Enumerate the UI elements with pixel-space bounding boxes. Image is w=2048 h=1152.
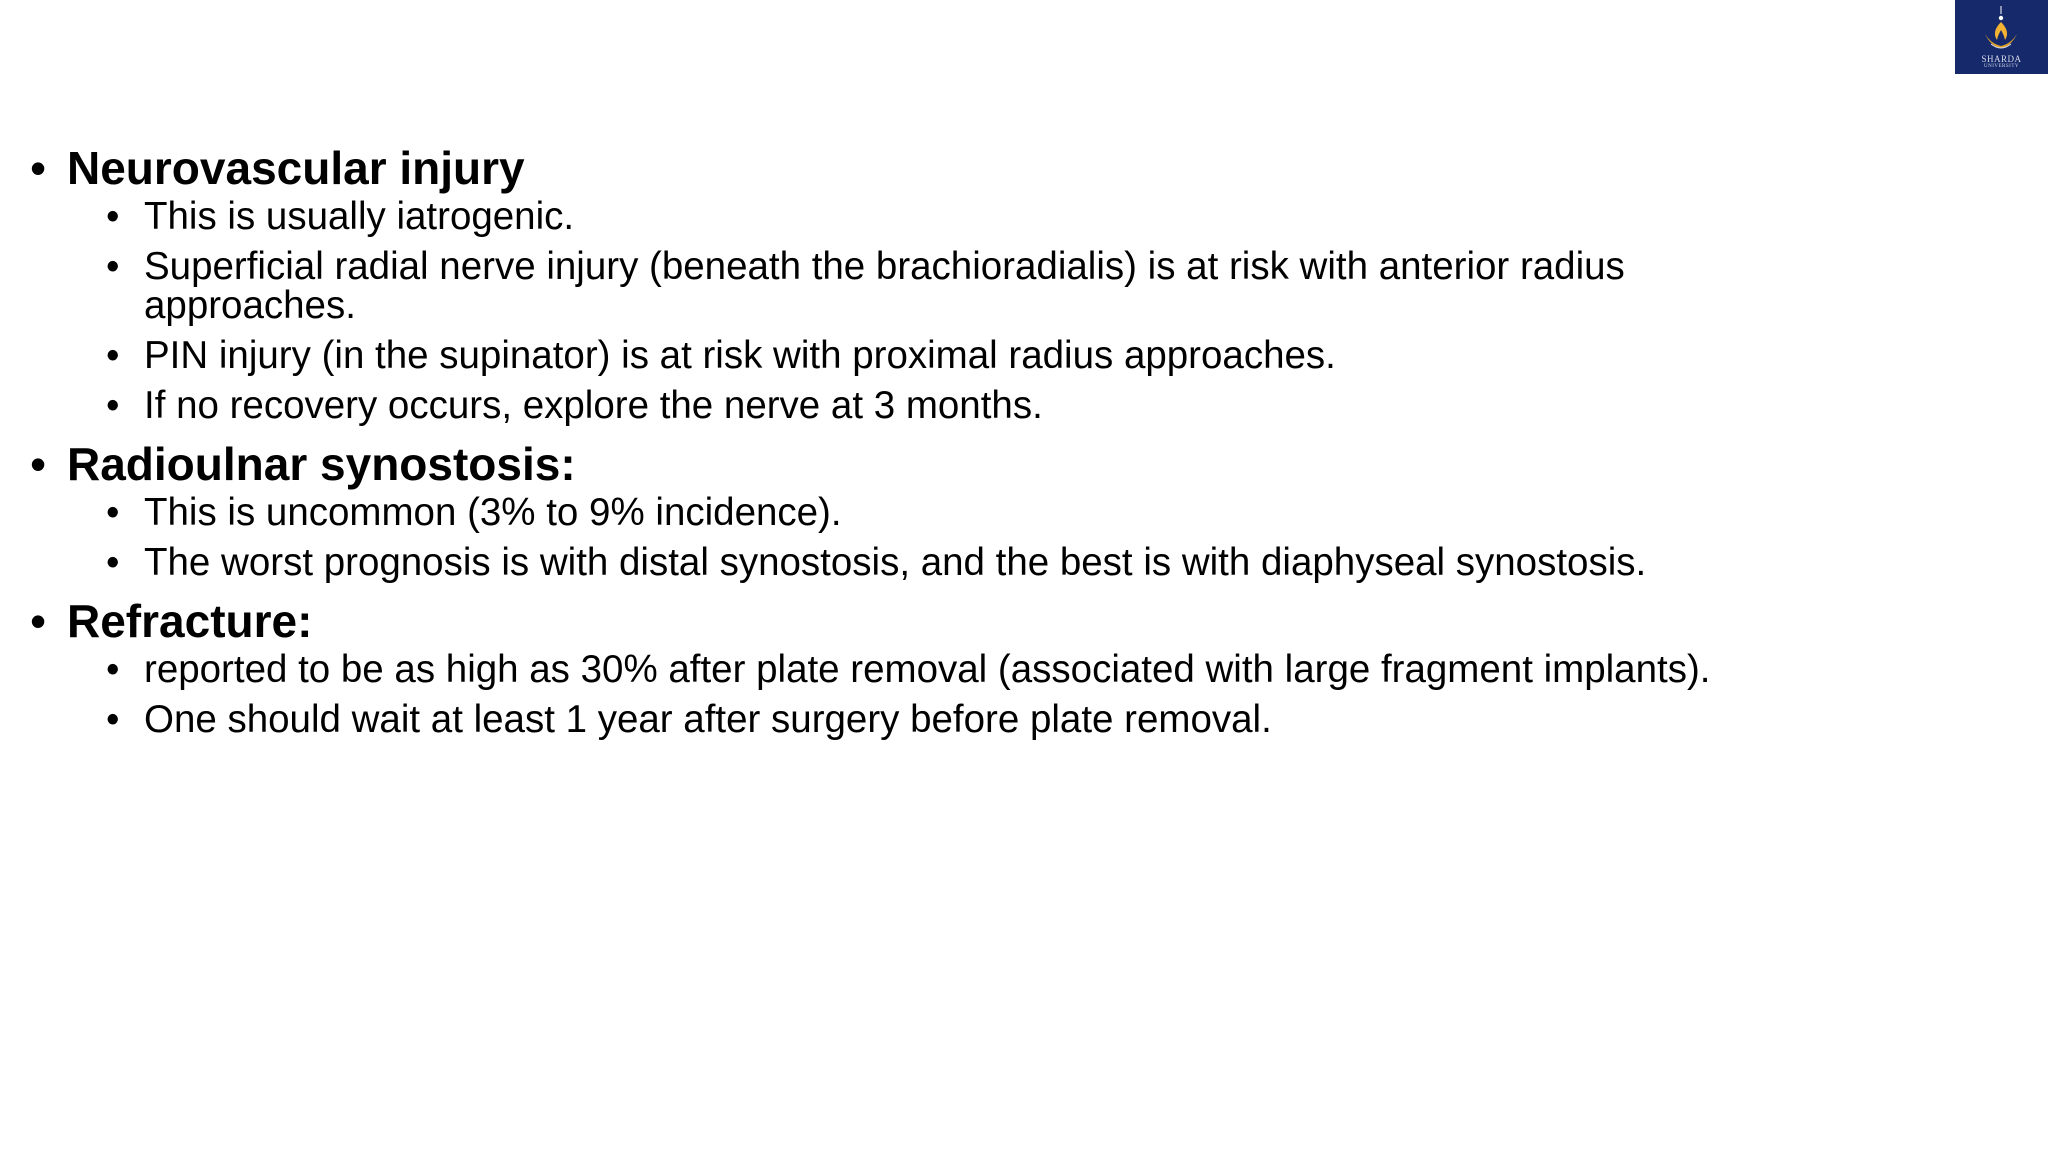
section-heading: Neurovascular injury bbox=[67, 142, 525, 194]
list-item bbox=[0, 650, 1844, 689]
bullet-icon: • bbox=[106, 491, 120, 534]
university-logo bbox=[1955, 0, 2048, 74]
list-item bbox=[0, 700, 1844, 739]
list-item bbox=[0, 336, 1844, 375]
list-item-text: If no recovery occurs, explore the nerve at 3 months. bbox=[144, 384, 1043, 427]
list-item bbox=[0, 493, 1844, 532]
list-item-text: This is uncommon (3% to 9% incidence). bbox=[144, 491, 842, 534]
slide-content bbox=[0, 139, 2000, 739]
section-refracture bbox=[0, 592, 2000, 739]
list-item-text: The worst prognosis is with distal synostosis, and the best is with diaphyseal synostosis. bbox=[144, 541, 1647, 584]
section-heading: Radioulnar synostosis: bbox=[67, 438, 576, 490]
logo-name: SHARDA bbox=[1981, 54, 2022, 64]
bullet-icon: • bbox=[30, 142, 47, 194]
list-item-text: reported to be as high as 30% after plate removal (associated with large fragment implants). bbox=[144, 648, 1711, 691]
bullet-icon: • bbox=[30, 595, 47, 647]
sub-list bbox=[0, 197, 2000, 425]
bullet-icon: • bbox=[106, 698, 120, 741]
list-item bbox=[0, 247, 1844, 325]
bullet-icon: • bbox=[106, 195, 120, 238]
section-radioulnar-synostosis bbox=[0, 435, 2000, 582]
bullet-icon: • bbox=[106, 648, 120, 691]
bullet-icon: • bbox=[106, 541, 120, 584]
list-item bbox=[0, 543, 1844, 582]
list-item-text: PIN injury (in the supinator) is at risk with proximal radius approaches. bbox=[144, 334, 1336, 377]
list-item-text: Superficial radial nerve injury (beneath the brachioradialis) is at risk with anterior radius approaches. bbox=[144, 245, 1625, 327]
logo-subtitle: UNIVERSITY bbox=[1984, 64, 2019, 69]
section-neurovascular-injury bbox=[0, 139, 2000, 425]
list-item bbox=[0, 386, 1844, 425]
bullet-icon: • bbox=[106, 334, 120, 377]
list-item-text: One should wait at least 1 year after surgery before plate removal. bbox=[144, 698, 1272, 741]
list-item bbox=[0, 197, 1844, 236]
section-heading: Refracture: bbox=[67, 595, 313, 647]
list-item-text: This is usually iatrogenic. bbox=[144, 195, 575, 238]
bullet-icon: • bbox=[106, 384, 120, 427]
bullet-icon: • bbox=[30, 438, 47, 490]
sub-list bbox=[0, 650, 2000, 739]
bullet-icon: • bbox=[106, 245, 120, 288]
sub-list bbox=[0, 493, 2000, 582]
